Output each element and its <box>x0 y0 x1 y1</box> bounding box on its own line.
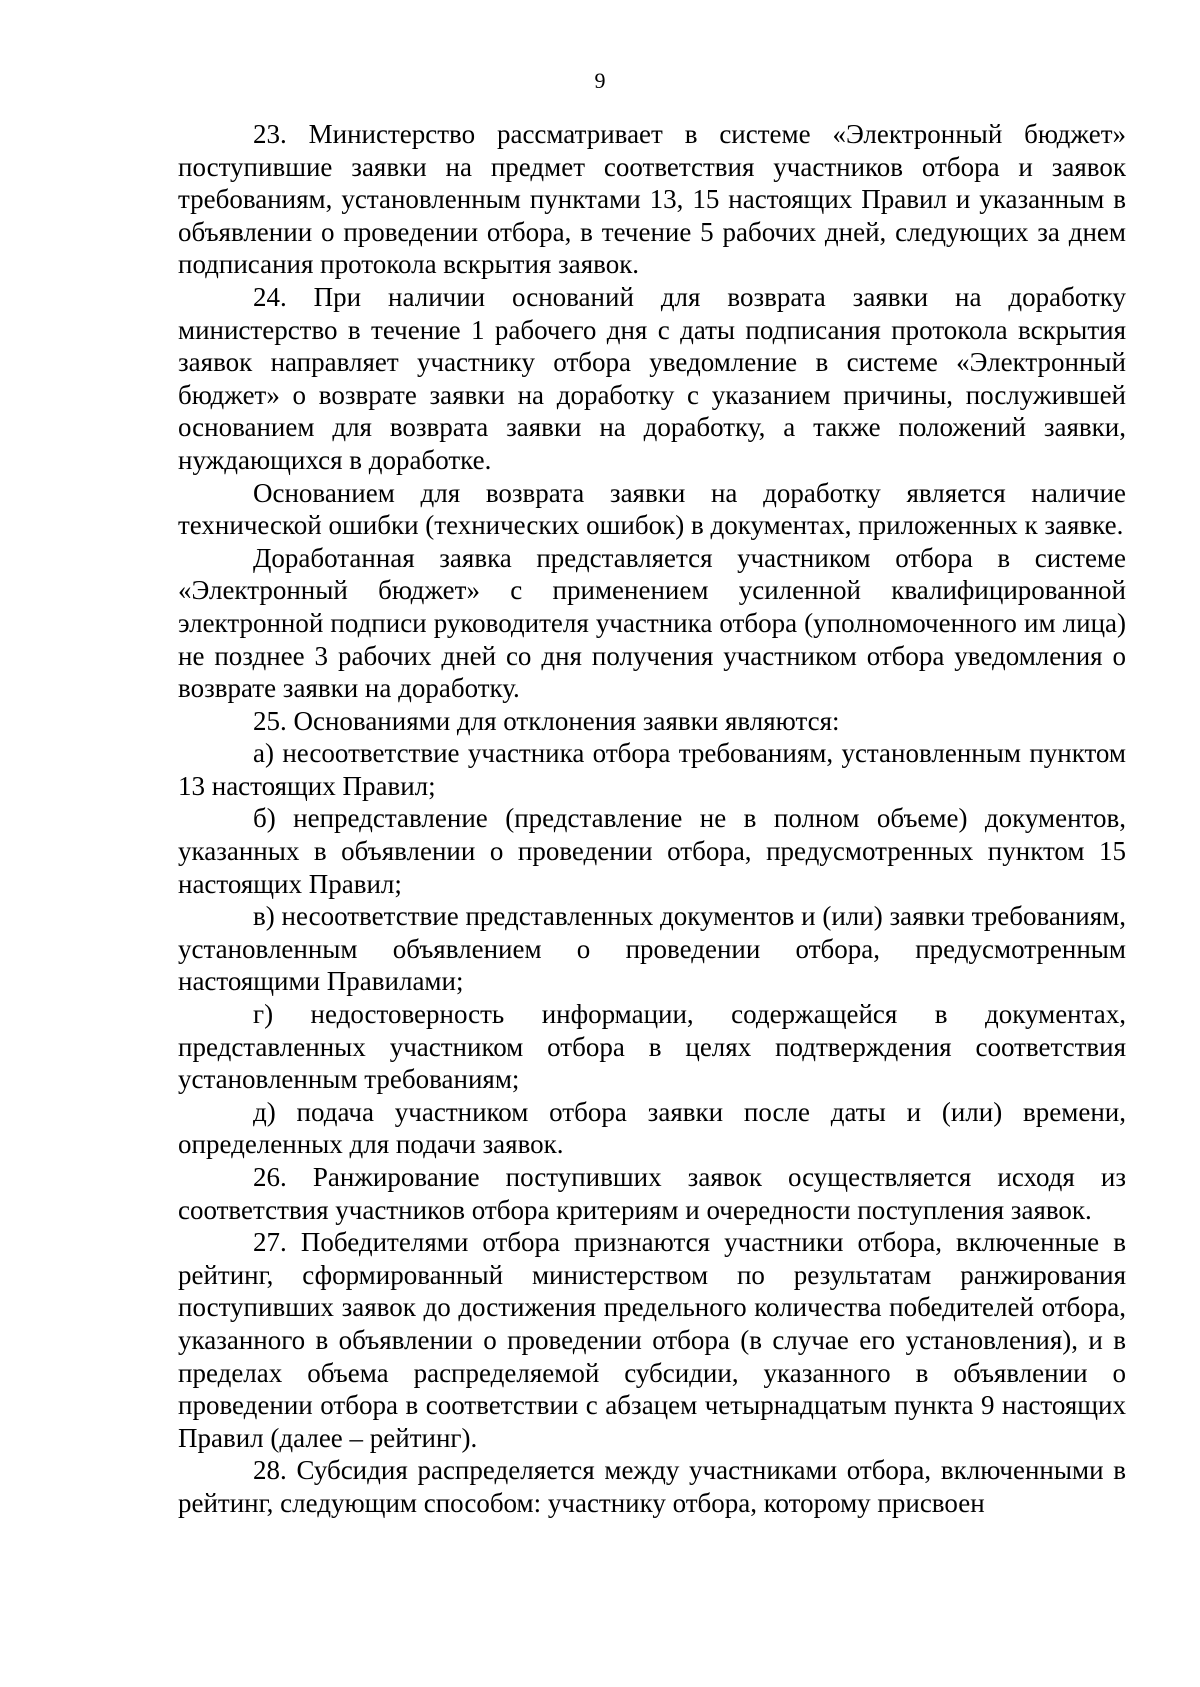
list-item-v: в) несоответствие представленных документов и (или) заявки требованиям, установленным объявлением о проведении отбора, предусмотренным настоящими Правилами; <box>178 901 1126 997</box>
paragraph-24-resubmission: Доработанная заявка представляется участником отбора в системе «Электронный бюджет» с применением усиленной квалифицированной электронной подписи руководителя участника отбора (уполномоченного им лица) не позднее 3 рабочих дней со дня получения участником отбора уведомления о возврате заявки на доработку. <box>178 542 1126 704</box>
paragraph-24-basis: Основанием для возврата заявки на доработку является наличие технической ошибки (технических ошибок) в документах, приложенных к заявке. <box>178 477 1126 541</box>
paragraph-26: 26. Ранжирование поступивших заявок осуществляется исходя из соответствия участников отбора критериям и очередности поступления заявок. <box>178 1162 1126 1225</box>
paragraph-23: 23. Министерство рассматривает в системе «Электронный бюджет» поступившие заявки на предмет соответствия участников отбора и заявок требованиям, установленным пунктами 13, 15 настоящих Правил и указанным в объявлении о проведении отбора, в течение 5 рабочих дней, следующих за днем подписания протокола вскрытия заявок. <box>178 119 1126 280</box>
list-item-d: д) подача участником отбора заявки после даты и (или) времени, определенных для подачи заявок. <box>178 1096 1126 1160</box>
document-body <box>178 118 1126 1520</box>
paragraph-28: 28. Субсидия распределяется между участниками отбора, включенными в рейтинг, следующим способом: участнику отбора, которому присвоен <box>178 1455 1126 1518</box>
list-item-b: б) непредставление (представление не в полном объеме) документов, указанных в объявлении о проведении отбора, предусмотренных пунктом 15 настоящих Правил; <box>178 803 1126 899</box>
page-number: 9 <box>594 68 606 93</box>
paragraph-27: 27. Победителями отбора признаются участники отбора, включенные в рейтинг, сформированный министерством по результатам ранжирования поступивших заявок до достижения предельного количества победителей отбора, указанного в объявлении о проведении отбора (в случае его установления), и в пределах объема распределяемой субсидии, указанного в объявлении о проведении отбора в соответствии с абзацем четырнадцатым пункта 9 настоящих Правил (далее – рейтинг). <box>178 1227 1126 1453</box>
paragraph-25: 25. Основаниями для отклонения заявки являются: <box>253 705 840 736</box>
list-item-a: а) несоответствие участника отбора требованиям, установленным пунктом 13 настоящих Правил; <box>178 738 1126 801</box>
list-item-g: г) недостоверность информации, содержащейся в документах, представленных участником отбора в целях подтверждения соответствия установленным требованиям; <box>178 999 1126 1095</box>
paragraph-24: 24. При наличии оснований для возврата заявки на доработку министерство в течение 1 рабочего дня с даты подписания протокола вскрытия заявок направляет участнику отбора уведомление в системе «Электронный бюджет» о возврате заявки на доработку с указанием причины, послужившей основанием для возврата заявки на доработку, а также положений заявки, нуждающихся в доработке. <box>178 281 1126 475</box>
